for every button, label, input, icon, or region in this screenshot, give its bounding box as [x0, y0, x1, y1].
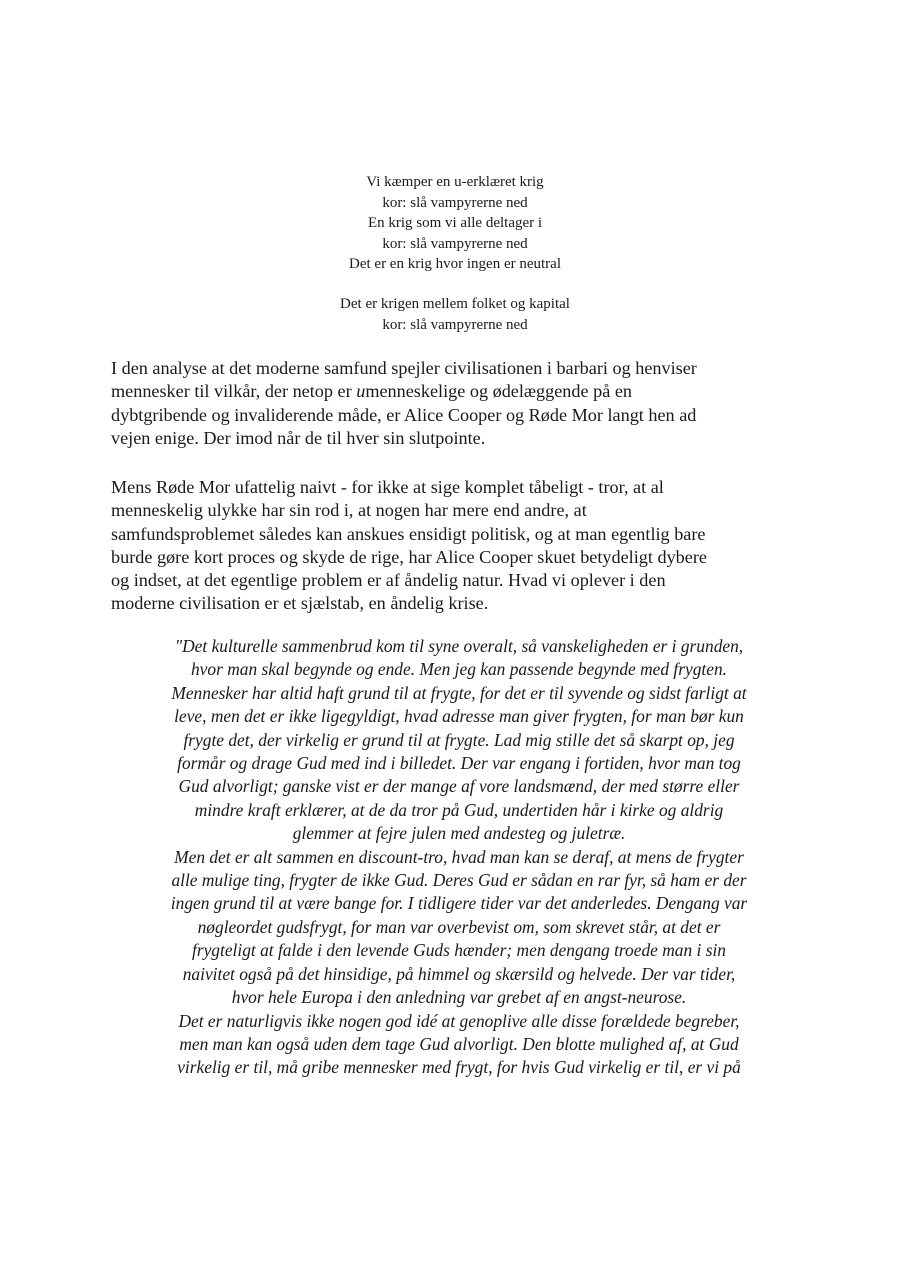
quote-line: frygteligt at falde i den levende Guds hænder; men dengang troede man i sin: [191, 940, 726, 961]
quote-line: Mennesker har altid haft grund til at frygte, for det er til syvende og sidst farligt at: [171, 682, 747, 703]
quote-line: men man kan også uden dem tage Gud alvorligt. Den blotte mulighed af, at Gud: [179, 1033, 739, 1054]
block-quote: [104, 635, 814, 1080]
poem-line: Vi kæmper en u-erklæret krig: [366, 174, 544, 190]
quote-line: "Det kulturelle sammenbrud kom til syne overalt, så vanskeligheden er i grunden,: [174, 636, 744, 656]
quote-line: nøgleordet gudsfrygt, for man var overbevist om, som skrevet står, at det er: [197, 916, 721, 937]
paragraph-line: moderne civilisation er et sjælstab, en åndelig krise.: [111, 593, 489, 614]
text-run: mennesker til vilkår, der netop er: [111, 381, 357, 402]
quote-line: glemmer at fejre julen med andesteg og juletræ.: [292, 823, 626, 844]
paragraph-line: dybtgribende og invaliderende måde, er Alice Cooper og Røde Mor langt hen ad: [111, 404, 697, 425]
quote-line: hvor man skal begynde og ende. Men jeg kan passende begynde med frygten.: [190, 659, 728, 680]
poem-line: En krig som vi alle deltager i: [367, 215, 543, 231]
quote-line: Gud alvorligt; ganske vist er der mange af vore landsmænd, der med større eller: [178, 776, 740, 797]
quote-line: frygte det, der virkelig er grund til at frygte. Lad mig stille det så skarpt op, jeg: [183, 729, 735, 750]
poem-stanza-1: [200, 172, 710, 275]
paragraph-line: vejen enige. Der imod når de til hver sin slutpointe.: [111, 427, 486, 448]
poem-stanza-2: [200, 294, 710, 335]
quote-line: mindre kraft erklærer, at de da tror på Gud, undertiden hår i kirke og aldrig: [194, 799, 724, 820]
quote-line: Men det er alt sammen en discount-tro, hvad man kan se deraf, at mens de frygter: [174, 846, 744, 867]
paragraph-line: [111, 380, 801, 403]
quote-line: hvor hele Europa i den anledning var grebet af en angst-neurose.: [231, 987, 687, 1008]
quote-line: naivitet også på det hinsidige, på himmel og skærsild og helvede. Der var tider,: [182, 963, 736, 984]
quote-line: leve, men det er ikke ligegyldigt, hvad adresse man giver frygten, for man bør kun: [174, 706, 744, 727]
quote-line: formår og drage Gud med ind i billedet. Der var engang i fortiden, hvor man tog: [177, 753, 741, 774]
text-run: menneskelige og ødelæggende på en: [365, 381, 632, 402]
paragraph-line: burde gøre kort proces og skyde de rige, har Alice Cooper skuet betydeligt dybere: [111, 546, 707, 567]
poem-chorus-line: kor: slå vampyrerne ned: [382, 316, 528, 333]
paragraph-line: samfundsproblemet således kan anskues ensidigt politisk, og at man egentlig bare: [111, 523, 706, 544]
paragraph-analysis: [111, 357, 801, 450]
paragraph-line: I den analyse at det moderne samfund spejler civilisationen i barbari og henviser: [111, 358, 697, 378]
quote-line: alle mulige ting, frygter de ikke Gud. Deres Gud er sådan en rar fyr, så ham er der: [171, 870, 747, 891]
quote-line: ingen grund til at være bange for. I tidligere tider var det anderledes. Dengang var: [170, 893, 748, 914]
poem-line: Det er en krig hvor ingen er neutral: [349, 256, 561, 272]
paragraph-line: og indset, at det egentlige problem er af åndelig natur. Hvad vi oplever i den: [111, 570, 666, 591]
paragraph-line: menneskelig ulykke har sin rod i, at nogen har mere end andre, at: [111, 500, 587, 521]
paragraph-comparison: [111, 476, 801, 616]
quote-line: Det er naturligvis ikke nogen god idé at genoplive alle disse forældede begreber,: [178, 1010, 740, 1031]
emphasized-text: u: [356, 381, 366, 402]
poem-line: Det er krigen mellem folket og kapital: [340, 296, 570, 312]
poem-chorus-line: kor: slå vampyrerne ned: [382, 235, 528, 252]
quote-line: virkelig er til, må gribe mennesker med frygt, for hvis Gud virkelig er til, er vi på: [177, 1057, 741, 1078]
paragraph-line: Mens Røde Mor ufattelig naivt - for ikke at sige komplet tåbeligt - tror, at al: [111, 477, 664, 497]
poem-chorus-line: kor: slå vampyrerne ned: [382, 194, 528, 211]
